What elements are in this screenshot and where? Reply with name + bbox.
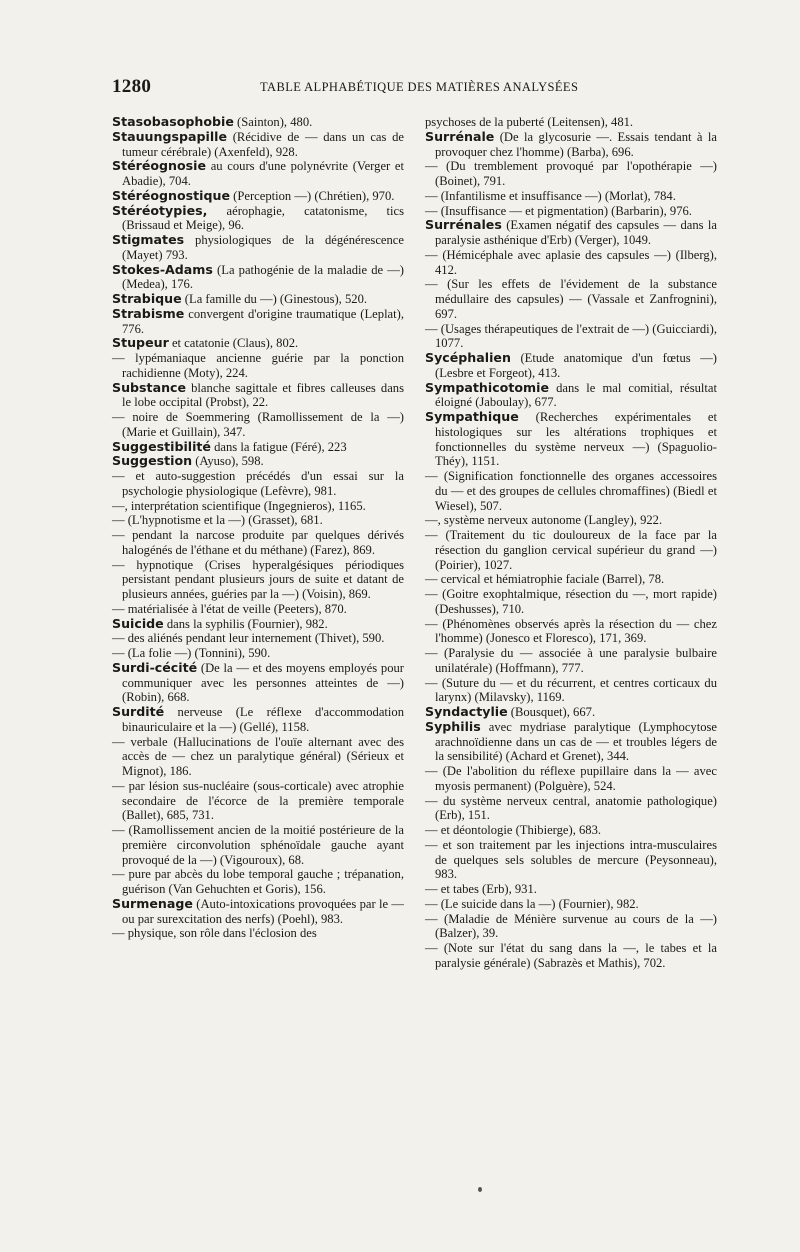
index-entry [112,897,404,927]
entry-text: physiologiques de la dégénérescence (Mayet) 793. [122,233,404,262]
index-entry [425,218,717,248]
entry-text: dans la fatigue (Féré), 223 [210,439,347,454]
index-entry [112,263,404,293]
index-entry [112,292,404,307]
index-entry [425,720,717,764]
index-entry [425,351,717,381]
index-entry [425,248,717,278]
entry-headword: Surrénales [425,217,502,233]
entry-headword: Sympathique [425,409,519,424]
entry-text: — (Insuffisance — et pigmentation) (Barbarin), 976. [425,203,692,218]
entry-text: — pure par abcès du lobe temporal gauche ; trépanation, guérison (Van Gehuchten et Goris), 156. [112,867,404,896]
entry-headword: Stauungspapille [112,128,228,144]
entry-headword: Strabisme [112,305,185,321]
index-entry [425,941,717,971]
entry-text: (Etude anatomique d'un fœtus —) (Lesbre et Forgeot), 413. [435,351,717,380]
index-entry [112,499,404,514]
index-entry [425,159,717,189]
entry-headword: Surrénale [425,128,495,144]
entry-text: (Recherches expérimentales et histologiques sur les altérations trophiques et fonctionnelles du système nerveux —) (Spaguolio-Théy), 1151. [435,410,717,469]
index-entry [425,882,717,897]
index-entry [112,233,404,263]
entry-text: — (Goitre exophtalmique, résection du —, mort rapide) (Deshusses), 710. [425,587,717,616]
index-entry [112,661,404,705]
entry-text: (La pathogénie de la maladie de —) (Medea), 176. [122,262,404,292]
entry-text: — (Maladie de Ménière survenue au cours de la —) (Balzer), 39. [425,911,717,941]
index-entry [425,572,717,587]
index-entry [425,277,717,321]
index-entry [425,587,717,617]
entry-text: — matérialisée à l'état de veille (Peeters), 870. [112,601,347,616]
entry-headword: Surmenage [112,895,193,911]
index-entry [425,705,717,720]
running-title: TABLE ALPHABÉTIQUE DES MATIÈRES ANALYSÉES [260,80,579,94]
entry-text: — (Le suicide dans la —) (Fournier), 982. [425,896,639,911]
entry-headword: Stéréognosie [112,158,207,174]
entry-text: — hypnotique (Crises hyperalgésiques périodiques persistant pendant plusieurs jours de suite et datant de plusieurs années, guéries par la —) (Voisin), 869. [112,557,404,601]
index-entry [112,189,404,204]
entry-text: (Ayuso), 598. [192,454,264,469]
index-entry [112,381,404,411]
index-entry [425,897,717,912]
entry-text: (De la glycosurie —. Essais tendant à la provoquer chez l'homme) (Barba), 696. [435,129,717,159]
entry-text: psychoses de la puberté (Leitensen), 481. [425,115,634,129]
index-entry [112,735,404,779]
entry-text: au cours d'une polynévrite (Verger et Abadie), 704. [122,159,404,188]
index-entry [425,838,717,882]
index-entry [425,617,717,647]
index-entry [112,779,404,823]
entry-text: (Bousquet), 667. [507,705,596,719]
index-entry [112,307,404,337]
entry-headword: Substance [112,379,187,395]
entry-headword: Syndactylie [425,704,508,719]
index-entry [425,528,717,572]
entry-text: — (L'hypnotisme et la —) (Grasset), 681. [112,513,323,528]
entry-text: dans la syphilis (Fournier), 982. [163,616,328,631]
index-entry [112,705,404,735]
entry-headword: Stéréotypies, [112,202,208,218]
index-entry [112,631,404,646]
index-entry [112,558,404,602]
index-entry [425,322,717,352]
left-column [112,115,404,941]
index-entry [112,602,404,617]
entry-text: dans le mal comitial, résultat éloigné (Jaboulay), 677. [435,380,717,410]
entry-text: — par lésion sus-nucléaire (sous-corticale) avec atrophie secondaire de l'écorce de la première temporale (Ballet), 685, 731. [112,778,404,823]
entry-text: (Auto-intoxications provoquées par le — ou par surexcitation des nerfs) (Poehl), 983. [122,896,404,926]
entry-text: — (De l'abolition du réflexe pupillaire dans la — avec myosis permanent) (Polguère), 524. [425,764,717,793]
entry-text: — noire de Soemmering (Ramollissement de la —) (Marie et Guillain), 347. [112,410,404,439]
index-entry [425,130,717,160]
entry-text: — verbale (Hallucinations de l'ouïe alternant avec des accès de — chez un paralytique général) (Sérieux et Mignot), 186. [112,734,404,778]
entry-headword: Sympathicotomie [425,379,549,395]
page-header [112,76,718,98]
entry-text: — (Ramollissement ancien de la moitié postérieure de la première circonvolution sphénoïdale gauche ayant provoqué de la —) (Vigouroux), 68. [112,823,404,867]
entry-headword: Stigmates [112,232,185,247]
entry-text: aérophagie, catatonisme, tics (Brissaud et Meige), 96. [122,203,404,233]
index-entry [112,336,404,351]
index-entry [425,912,717,942]
index-entry [112,528,404,558]
entry-headword: Strabique [112,291,182,306]
index-entry [425,410,717,469]
index-entry [112,823,404,867]
ink-speck [478,1187,482,1192]
index-entry [425,764,717,794]
index-entry [112,410,404,440]
entry-text: — (Suture du — et du récurrent, et centres corticaux du larynx) (Milavsky), 1169. [425,675,717,705]
index-entry [112,440,404,455]
entry-headword: Sycéphalien [425,350,511,365]
index-entry [112,115,404,130]
entry-text: — (Phénomènes observés après la résection du — chez l'homme) (Jonesco et Floresco), 171, 369. [425,616,717,646]
index-entry [425,513,717,528]
entry-text: — (Hémicéphale avec aplasie des capsules —) (Ilberg), 412. [425,247,717,277]
index-entry [112,646,404,661]
entry-text: — pendant la narcose produite par quelques dérivés halogénés de l'éthane et du méthane) (Farez), 869. [112,528,404,557]
index-entry [112,351,404,381]
index-entry [425,381,717,411]
entry-text: (Perception —) (Chrétien), 970. [230,188,395,203]
entry-headword: Surdité [112,704,165,719]
entry-headword: Suggestion [112,453,193,469]
entry-headword: Suicide [112,615,164,631]
entry-headword: Stokes-Adams [112,261,213,277]
index-entry [112,617,404,632]
entry-headword: Surdi-cécité [112,659,198,675]
index-entry [425,676,717,706]
page-number: 1280 [112,76,152,97]
index-entry [425,115,717,130]
index-entry [425,823,717,838]
entry-text: — (Traitement du tic douloureux de la face par la résection du ganglion cervical supérieur du grand —) (Poirier), 1027. [425,528,717,572]
entry-text: — et son traitement par les injections intra-musculaires de quelques sels solubles de mercure (Peysonneau), 983. [425,837,717,882]
entry-text: — (Signification fonctionnelle des organes accessoires du — et des groupes de cellules chromaffines) (Biedl et Wiesel), 507. [425,469,717,513]
index-entry [112,454,404,469]
index-entry [112,867,404,897]
entry-text: (Récidive de — dans un cas de tumeur cérébrale) (Axenfeld), 928. [122,129,404,159]
entry-headword: Stéréognostique [112,187,231,203]
entry-text: — et auto-suggestion précédés d'un essai sur la psychologie physiologique (Lefèvre), 981. [112,469,404,498]
entry-text: — des aliénés pendant leur internement (Thivet), 590. [112,631,385,646]
entry-headword: Syphilis [425,718,481,734]
index-entry [425,204,717,219]
entry-text: — (Usages thérapeutiques de l'extrait de —) (Guicciardi), 1077. [425,321,717,351]
entry-text: — (Note sur l'état du sang dans la —, le tabes et la paralysie générale) (Sabrazès et Mathis), 702. [425,941,717,970]
index-entry [425,189,717,204]
index-entry [425,646,717,676]
entry-text: — et tabes (Erb), 931. [425,882,537,896]
entry-text: (De la — et des moyens employés pour communiquer avec les personnes atteintes de —) (Robin), 668. [122,660,404,705]
entry-text: (Examen négatif des capsules — dans la paralysie asthénique d'Erb) (Verger), 1049. [435,218,717,247]
index-entry [112,469,404,499]
entry-text: — cervical et hémiatrophie faciale (Barrel), 78. [425,572,665,587]
entry-text: (La famille du —) (Ginestous), 520. [181,292,368,306]
entry-text: — (La folie —) (Tonnini), 590. [112,646,271,660]
index-entry [112,204,404,234]
entry-text: —, système nerveux autonome (Langley), 922. [425,513,663,528]
entry-text: — lypémaniaque ancienne guérie par la ponction rachidienne (Moty), 224. [112,351,404,380]
index-entry [425,469,717,513]
index-entry [425,794,717,824]
entry-text: (Sainton), 480. [233,115,313,129]
entry-text: blanche sagittale et fibres calleuses dans le lobe occipital (Probst), 22. [122,380,404,410]
index-entry [112,513,404,528]
entry-headword: Stasobasophobie [112,114,234,129]
right-column [425,115,717,971]
entry-text: — (Du tremblement provoqué par l'opothérapie —) (Boinet), 791. [425,159,717,188]
entry-text: — et déontologie (Thibierge), 683. [425,823,602,837]
entry-text: — (Sur les effets de l'évidement de la substance médullaire des capsules) — (Vassale et Zanfrognini), 697. [425,277,717,321]
index-entry [112,926,404,941]
entry-text: et catatonie (Claus), 802. [168,336,299,351]
entry-text: — (Paralysie du — associée à une paralysie bulbaire unilatérale) (Hoffmann), 777. [425,646,717,675]
entry-text: nerveuse (Le réflexe d'accommodation binauriculaire et la —) (Gellé), 1158. [122,705,404,734]
entry-headword: Suggestibilité [112,438,211,454]
entry-text: — physique, son rôle dans l'éclosion des [112,926,317,941]
entry-text: — (Infantilisme et insuffisance —) (Morlat), 784. [425,188,676,203]
entry-text: — du système nerveux central, anatomie pathologique) (Erb), 151. [425,793,717,823]
index-entry [112,130,404,160]
entry-headword: Stupeur [112,335,169,351]
entry-text: avec mydriase paralytique (Lymphocytose arachnoïdienne dans un cas de — et troubles légers de la sensibilité) (Achard et Grenet), 344. [435,719,717,764]
entry-text: —, interprétation scientifique (Ingegnieros), 1165. [112,498,366,513]
entry-text: convergent d'origine traumatique (Leplat), 776. [122,306,404,336]
index-entry [112,159,404,189]
